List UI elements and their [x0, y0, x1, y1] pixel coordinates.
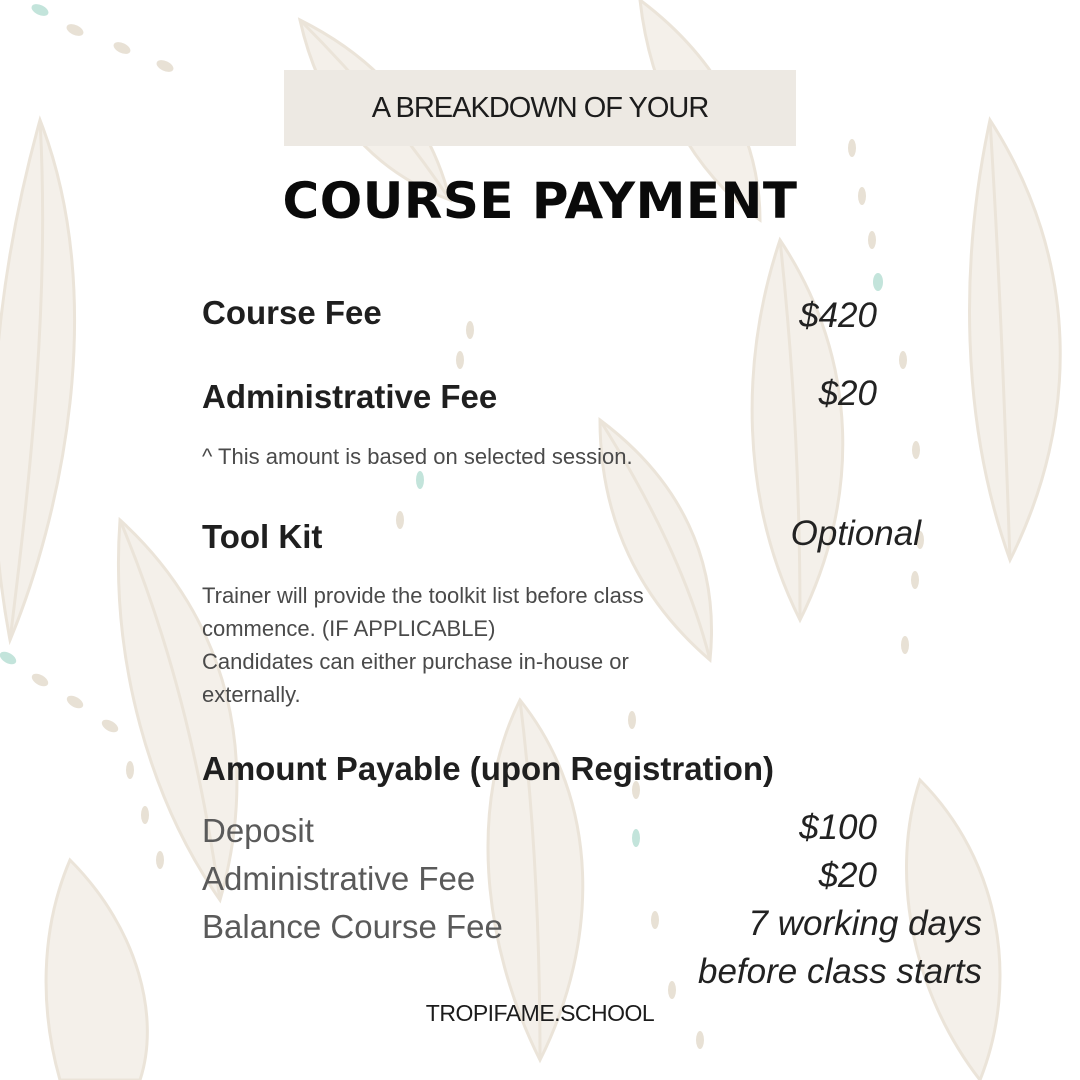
page-subtitle: A BREAKDOWN OF YOUR: [371, 91, 709, 124]
payable-admin-fee-amount: $20: [818, 856, 877, 895]
tool-kit-note-line: commence. (IF APPLICABLE): [202, 616, 496, 641]
website-footer: TROPIFAME.SCHOOL: [425, 1000, 655, 1026]
admin-fee-note: ^ This amount is based on selected session.: [202, 444, 633, 469]
amount-payable-heading: Amount Payable (upon Registration): [202, 750, 775, 787]
course-fee-amount: $420: [799, 296, 877, 335]
course-fee-label: Course Fee: [202, 294, 382, 331]
deposit-amount: $100: [799, 808, 877, 847]
tool-kit-note-line: Candidates can either purchase in-house or: [202, 649, 629, 674]
page-title: COURSE PAYMENT: [282, 172, 798, 230]
balance-fee-amount-line: before class starts: [698, 952, 982, 991]
balance-fee-amount: [698, 900, 982, 996]
deposit-label: Deposit: [202, 812, 314, 849]
admin-fee-amount: $20: [818, 374, 877, 413]
admin-fee-label: Administrative Fee: [202, 378, 498, 415]
tool-kit-note: [202, 579, 802, 711]
header-band: [284, 70, 796, 146]
balance-fee-label: Balance Course Fee: [202, 908, 503, 945]
tool-kit-amount: Optional: [790, 514, 921, 553]
tool-kit-note-line: externally.: [202, 682, 301, 707]
tool-kit-note-line: Trainer will provide the toolkit list before class: [202, 583, 644, 608]
tool-kit-label: Tool Kit: [202, 518, 323, 555]
payable-admin-fee-label: Administrative Fee: [202, 860, 476, 897]
balance-fee-amount-line: 7 working days: [748, 904, 982, 943]
